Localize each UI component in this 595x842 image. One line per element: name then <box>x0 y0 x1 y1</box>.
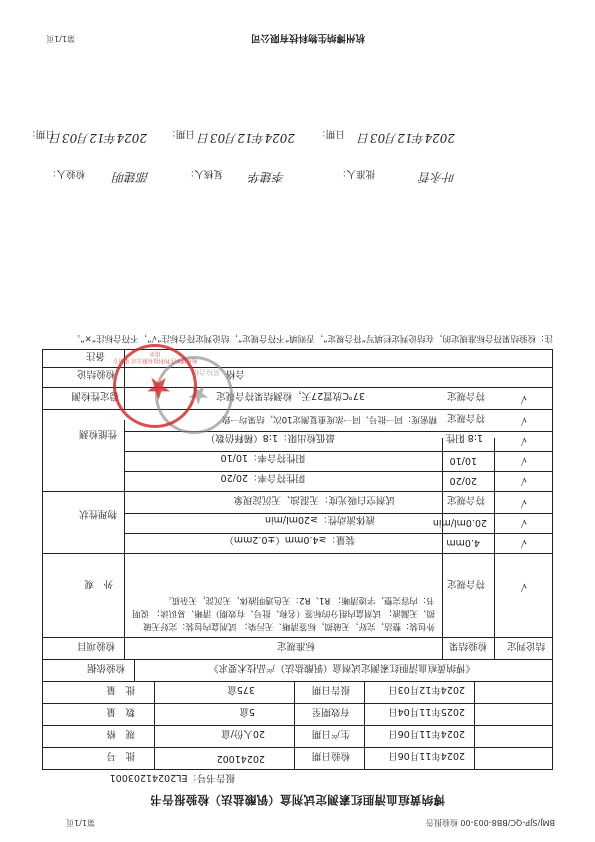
approver-label: 批准人： <box>336 168 375 179</box>
spec-label: 规 格 <box>106 728 135 739</box>
row-appearance-result: 符合规定 <box>446 578 485 589</box>
footer-page: 第1/1页 <box>46 34 75 43</box>
report-number: 报告书号：EL20241203001 <box>109 772 235 783</box>
row-neg-standard: 阴性符合率：20/20 <box>220 472 305 483</box>
row-fill-judge: √ <box>520 537 527 548</box>
row-fill-result: 4.0mm <box>446 537 480 548</box>
date2-label: 日期： <box>166 128 195 139</box>
row-appearance-standard: 外包装：整洁，完好，无破损，标签清晰、无污染； 试剂盒内包装：完好无破损、无漏液； 试剂盒内组分的标签（名称、批号、有效期）清晰、易识读； 说明书：内容完整，字迹清晰； R1、R2：无色透明液体，无沉淀，无杂质。 <box>132 595 435 631</box>
test-date-value: 2024年11月06日 <box>388 750 465 761</box>
report-date-label: 报告日期 <box>311 684 350 695</box>
row-precision-result: 符合规定 <box>446 412 485 423</box>
date2-value: 2024年12月03日 <box>197 131 295 145</box>
row-appearance-judge: √ <box>520 581 527 592</box>
form-code: BMJ/SJP-QC/BB8-003-00 检验报告 <box>425 818 555 827</box>
row-fill-standard: 装量：≥4.0mm（±0.2mm） <box>224 534 355 545</box>
basis-label: 检验依据 <box>86 662 125 673</box>
qc-seal-text: 质检合格 <box>192 368 220 376</box>
batch-qty-value: 375盒 <box>227 684 255 695</box>
qty-value: 5盒 <box>239 706 255 717</box>
col-standard: 标准规定 <box>276 640 315 651</box>
exp-label: 有效期至 <box>311 706 350 717</box>
row-blank-result: 符合规定 <box>446 494 485 505</box>
row-stability-result: 符合规定 <box>446 390 485 401</box>
reviewer-label: 复核人： <box>184 168 223 179</box>
col-item: 检验项目 <box>76 640 115 651</box>
approver-signature: 叶永哲 <box>418 170 455 184</box>
row-stability-standard: 37℃放置27天，检测结果符合规定 <box>216 390 365 401</box>
row-flow-standard: 液体流动性：≥20ml/min <box>264 514 375 525</box>
date3-label: 日期： <box>316 128 345 139</box>
group-performance: 性能检测 <box>78 428 117 439</box>
group-physical: 物理性状 <box>78 508 117 519</box>
row-blank-standard: 试剂空白吸光度：无混浊、无沉淀现象 <box>233 494 395 505</box>
company-name: 杭州博纳生物科技有限公司 <box>250 32 365 43</box>
mfg-date-value: 2024年11月06日 <box>388 728 465 739</box>
col-judge: 结论判定 <box>506 640 545 651</box>
row-pos-judge: √ <box>520 455 527 466</box>
basis-value: 《博纳黄疸血清胆红素测定试剂盒（钒酸盐法）产品技术要求》 <box>208 662 475 673</box>
exp-value: 2025年11月04日 <box>388 706 465 717</box>
mfg-date-label: 生产日期 <box>311 728 350 739</box>
company-seal <box>113 344 197 428</box>
row-flow-result: 20.0ml/min <box>432 517 487 528</box>
batch-qty-label: 批 量 <box>106 684 135 695</box>
date3-value: 2024年12月03日 <box>357 131 455 145</box>
conclusion-value: 合格 <box>225 368 245 379</box>
row-lod-result: 1:8 阳性 <box>445 432 483 443</box>
report-date-value: 2024年12月03日 <box>388 684 465 695</box>
row-neg-judge: √ <box>520 475 527 486</box>
inspector-signature: 邵建明 <box>112 170 149 184</box>
row-lod-standard: 最低检出限：1:8（稀释倍数） <box>205 432 335 443</box>
row-stability-judge: √ <box>520 393 527 404</box>
row-lod-judge: √ <box>520 435 527 446</box>
document-title: 博纳黄疸血清胆红素测定试剂盒（钒酸盐法）检验报告书 <box>150 793 445 807</box>
row-precision-judge: √ <box>520 415 527 426</box>
row-flow-judge: √ <box>520 517 527 528</box>
footnote: 注：检验结果符合标准规定的，在结论判定栏填写“符合规定”，否则填“不符合规定”，结论判定符合标注“√”，不符合标注“×”。 <box>71 333 553 343</box>
group-stability: 稳定性检测 <box>71 390 119 401</box>
batch-value: 20241002 <box>216 753 265 764</box>
remark-label: 备注 <box>85 350 105 361</box>
date1-value: 2024年12月03日 <box>49 131 147 145</box>
row-pos-standard: 阳性符合率：10/10 <box>220 452 305 463</box>
row-neg-result: 20/20 <box>449 475 477 486</box>
test-date-label: 检验日期 <box>311 750 350 761</box>
page-count: 第1/1页 <box>66 818 95 827</box>
star-icon: ★ <box>145 370 172 405</box>
col-result: 检验结果 <box>448 640 487 651</box>
batch-label: 批 号 <box>106 750 135 761</box>
inspector-label: 检验人： <box>46 168 85 179</box>
row-pos-result: 10/10 <box>449 455 477 466</box>
reviewer-signature: 李建华 <box>248 170 285 184</box>
company-seal-text: 杭州博纳生物科技有限公司 质量专用章 <box>112 350 198 363</box>
conclusion-label: 检验结论 <box>76 368 115 379</box>
group-appearance: 外 观 <box>84 578 113 589</box>
row-precision-standard: 精密度：同一批号、同一浓度重复测定10次，结果均一致 <box>222 414 437 424</box>
spec-value: 20人份/盒 <box>221 728 265 739</box>
qty-label: 数 量 <box>106 706 135 717</box>
date1-label: 日期： <box>26 128 55 139</box>
star-icon: ★ <box>186 379 210 409</box>
row-blank-judge: √ <box>520 497 527 508</box>
